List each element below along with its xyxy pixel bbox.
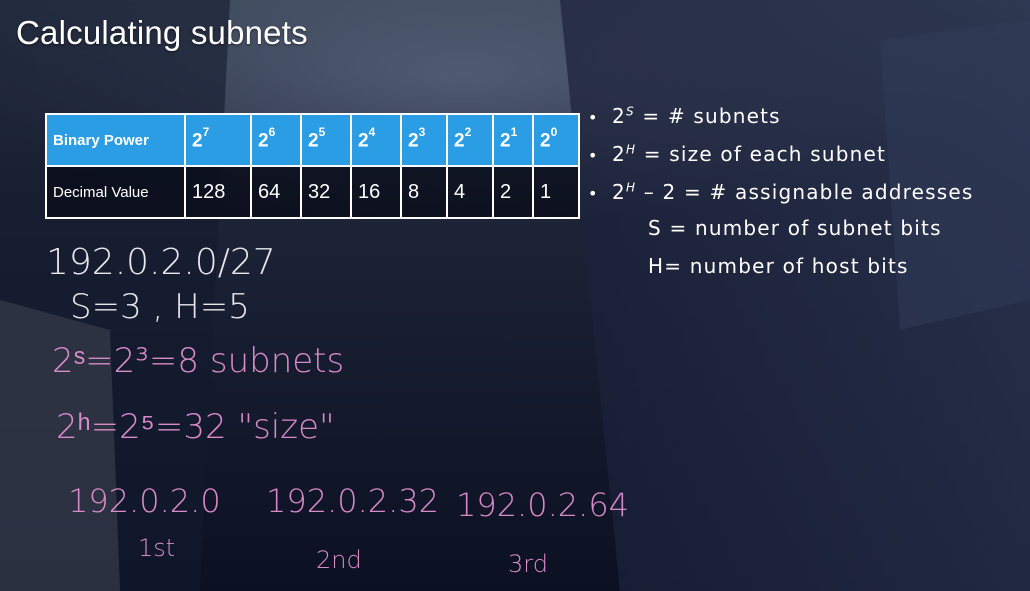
handwritten-address-1: 192.0.2.0 (68, 482, 221, 520)
note-assignable: • $2^H - 2$ = # assignable addresses (588, 180, 974, 204)
power-cell: $2^7$ (185, 114, 251, 166)
handwritten-ordinal-3: 3rd (508, 550, 548, 578)
handwritten-size-equation: 2ʰ=2⁵=32 "size" (56, 407, 335, 447)
row-label-decimal-value: Decimal Value (46, 166, 185, 218)
power-cell: $2^4$ (351, 114, 401, 166)
handwritten-network: 192.0.2.0/27 (46, 242, 276, 283)
slide-title: Calculating subnets (16, 14, 308, 51)
decimal-cell: 4 (447, 166, 493, 218)
handwritten-ordinal-2: 2nd (316, 546, 362, 574)
power-cell: $2^1$ (493, 114, 533, 166)
power-cell: $2^0$ (533, 114, 579, 166)
power-cell: $2^5$ (301, 114, 351, 166)
decimal-cell: 64 (251, 166, 301, 218)
decimal-cell: 32 (301, 166, 351, 218)
handwritten-ordinal-1: 1st (138, 534, 176, 562)
handwritten-subnets-equation: 2ˢ=2³=8 subnets (52, 341, 345, 381)
decimal-cell: 8 (401, 166, 447, 218)
power-cell: $2^3$ (401, 114, 447, 166)
decimal-cell: 1 (533, 166, 579, 218)
row-label-binary-power: Binary Power (46, 114, 185, 166)
power-cell: $2^2$ (447, 114, 493, 166)
note-h-definition: H= number of host bits (648, 254, 909, 278)
handwritten-address-3: 192.0.2.64 (456, 486, 630, 524)
decimal-cell: 16 (351, 166, 401, 218)
decimal-cell: 2 (493, 166, 533, 218)
bullet-icon: • (588, 146, 599, 165)
note-subnets: • $2^S$ = # subnets (588, 104, 781, 128)
decimal-cell: 128 (185, 166, 251, 218)
handwritten-address-2: 192.0.2.32 (266, 482, 440, 520)
handwritten-s-h: S=3 , H=5 (70, 287, 250, 327)
bullet-icon: • (588, 108, 599, 127)
bullet-icon: • (588, 184, 599, 203)
power-cell: $2^6$ (251, 114, 301, 166)
note-s-definition: S = number of subnet bits (648, 216, 942, 240)
note-subnet-size: • $2^H$ = size of each subnet (588, 142, 887, 166)
